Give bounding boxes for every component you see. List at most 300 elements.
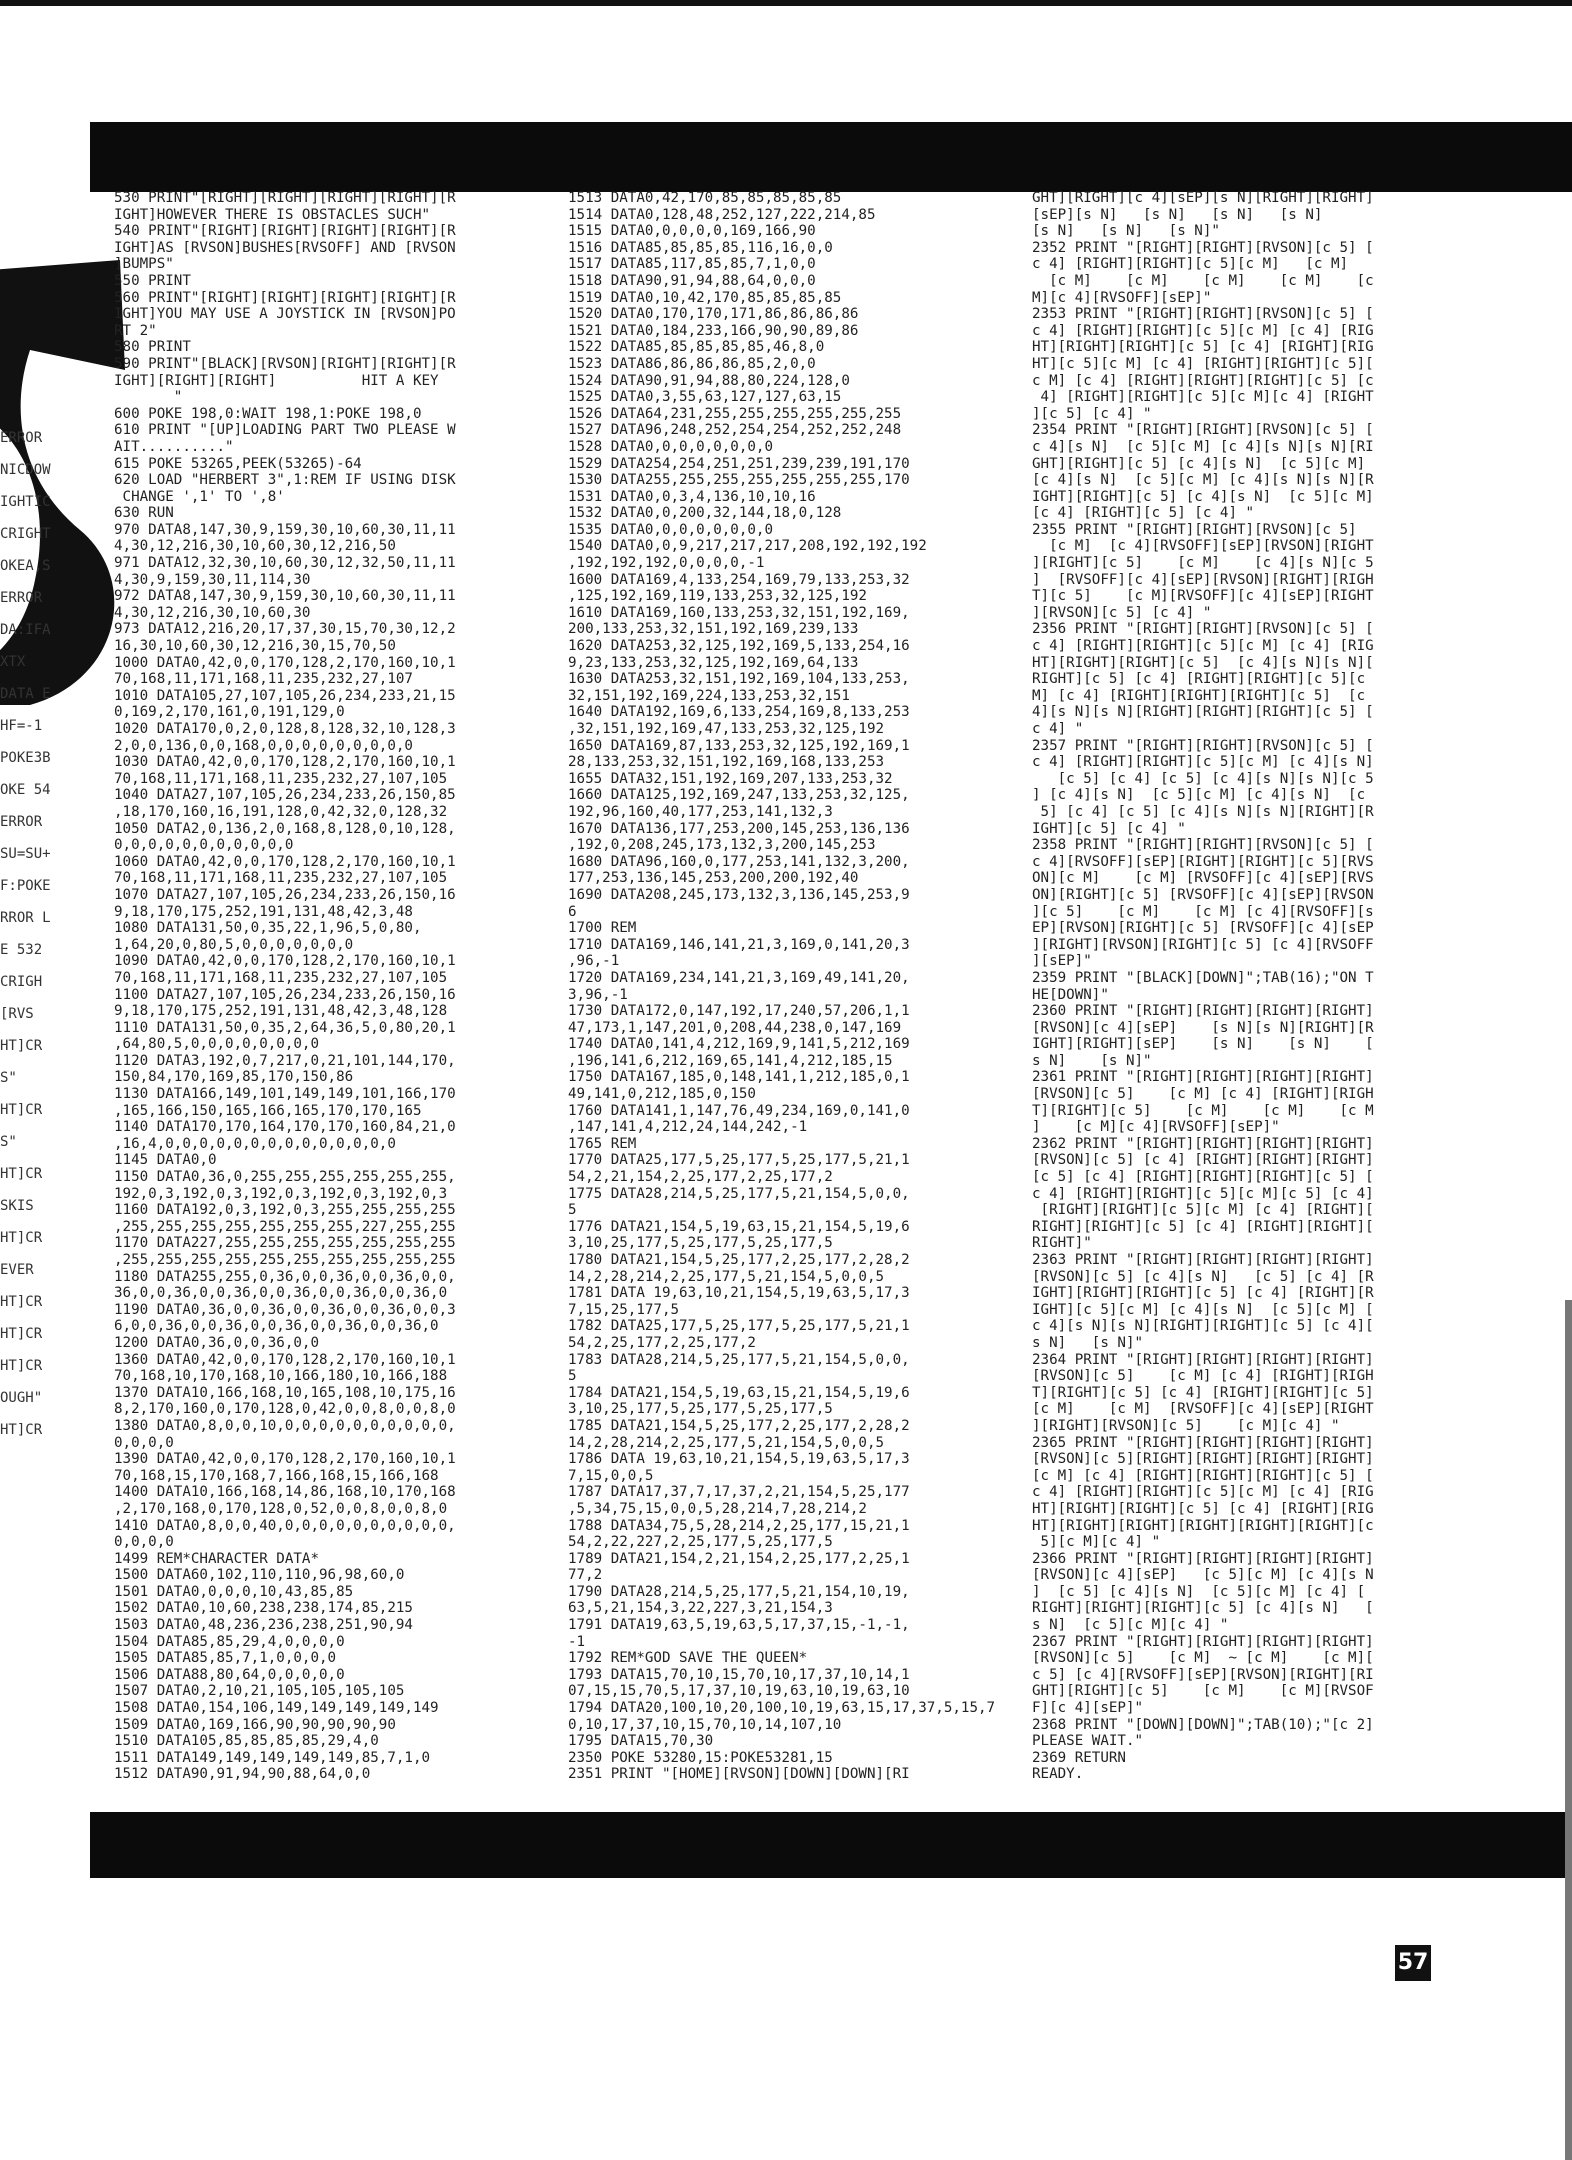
code-line: ,192,192,192,0,0,0,0,-1 xyxy=(568,555,765,572)
code-line: 7,15,0,0,5 xyxy=(568,1467,654,1484)
code-line: 1140 DATA170,170,164,170,170,160,84,21,0 xyxy=(114,1119,456,1136)
code-line: [s N] [s N] [s N]" xyxy=(1032,223,1220,240)
listing-column-2 xyxy=(568,190,1038,1783)
code-line: s N] [c 5][c M][c 4] " xyxy=(1032,1617,1229,1634)
code-line: 1793 DATA15,70,10,15,70,10,17,37,10,14,1 xyxy=(568,1666,910,1683)
fragment-text: SU=SU+ xyxy=(0,846,51,862)
code-line: c 4] [RIGHT][RIGHT][c 5][c M] [c 4] [RIG xyxy=(1032,638,1374,655)
code-line: ,192,0,208,245,173,132,3,200,145,253 xyxy=(568,837,876,854)
code-line: 1525 DATA0,3,55,63,127,127,63,15 xyxy=(568,389,842,406)
code-line: ,255,255,255,255,255,255,255,255,255,255 xyxy=(114,1252,456,1268)
code-line: 1040 DATA27,107,105,26,234,233,26,150,85 xyxy=(114,787,456,804)
code-line: 2352 PRINT "[RIGHT][RIGHT][RVSON][c 5] [ xyxy=(1032,239,1374,256)
code-line: [c 4] [RIGHT][c 5] [c 4] " xyxy=(1032,505,1255,522)
code-line: c 4] [RIGHT][RIGHT][c 5][c M] [c 4] [RIG xyxy=(1032,1484,1374,1501)
code-line: 0,10,17,37,10,15,70,10,14,107,10 xyxy=(568,1716,842,1733)
fragment-text: HT]CR xyxy=(0,1230,43,1246)
code-line: ][sEP]" xyxy=(1032,953,1092,970)
code-line: 2357 PRINT "[RIGHT][RIGHT][RVSON][c 5] [ xyxy=(1032,737,1374,754)
code-line: ][c 5] [c 4] " xyxy=(1032,405,1152,422)
code-line: 1020 DATA170,0,2,0,128,8,128,32,10,128,3 xyxy=(114,721,456,737)
code-line: ,2,170,168,0,170,128,0,52,0,0,8,0,0,8,0 xyxy=(114,1500,448,1517)
code-line: 9,18,170,175,252,191,131,48,42,3,48 xyxy=(114,903,413,920)
code-line: 600 POKE 198,0:WAIT 198,1:POKE 198,0 xyxy=(114,405,422,422)
code-line: c 4] [RIGHT][RIGHT][c 5][c M] [c 4][s N] xyxy=(1032,754,1374,771)
code-line: 1512 DATA90,91,94,90,88,64,0,0 xyxy=(114,1766,371,1783)
code-line: 1521 DATA0,184,233,166,90,90,89,86 xyxy=(568,322,859,339)
fragment-text: EVER xyxy=(0,1262,34,1278)
code-line: ,5,34,75,15,0,0,5,28,214,7,28,214,2 xyxy=(568,1500,867,1517)
code-line: 77,2 xyxy=(568,1567,603,1584)
code-line: 1360 DATA0,42,0,0,170,128,2,170,160,10,1 xyxy=(114,1351,456,1368)
code-line: 1503 DATA0,48,236,236,238,251,90,94 xyxy=(114,1617,413,1634)
code-line: ,96,-1 xyxy=(568,953,620,970)
code-line: 1523 DATA86,86,86,86,85,2,0,0 xyxy=(568,355,816,372)
code-line: 620 LOAD "HERBERT 3",1:REM IF USING DISK xyxy=(114,472,456,489)
fragment-text: CRIGHT xyxy=(0,526,51,542)
fragment-text: HF=-1 xyxy=(0,718,43,734)
code-line: 1030 DATA0,42,0,0,170,128,2,170,160,10,1 xyxy=(114,754,456,771)
page-top-edge xyxy=(0,0,1572,6)
code-line: 1090 DATA0,42,0,0,170,128,2,170,160,10,1 xyxy=(114,953,456,970)
code-line: IGHT][RIGHT][sEP] [s N] [s N] [ xyxy=(1032,1036,1374,1053)
code-line: 1610 DATA169,160,133,253,32,151,192,169, xyxy=(568,604,910,621)
code-line: [RVSON][c 4][sEP] [s N][s N][RIGHT][R xyxy=(1032,1019,1374,1036)
fragment-text: HT]CR xyxy=(0,1294,43,1310)
code-line: [RVSON][c 5] [c M] [c 4] [RIGHT][RIGH xyxy=(1032,1086,1374,1103)
code-line: 0,0,0,0,0,0,0,0,0,0,0 xyxy=(114,837,294,854)
code-line: 2362 PRINT "[RIGHT][RIGHT][RIGHT][RIGHT] xyxy=(1032,1135,1374,1152)
code-line: 2351 PRINT "[HOME][RVSON][DOWN][DOWN][RI xyxy=(568,1766,910,1783)
code-line: c 4][s N][s N][RIGHT][RIGHT][c 5] [c 4][ xyxy=(1032,1318,1374,1335)
code-line: 2353 PRINT "[RIGHT][RIGHT][RVSON][c 5] [ xyxy=(1032,306,1374,323)
code-line: 16,30,10,60,30,12,216,30,15,70,50 xyxy=(114,638,396,655)
code-line: 1640 DATA192,169,6,133,254,169,8,133,253 xyxy=(568,704,910,721)
fragment-text: OUGH" xyxy=(0,1390,43,1406)
code-line: 2369 RETURN xyxy=(1032,1749,1126,1766)
code-line: 1410 DATA0,8,0,0,40,0,0,0,0,0,0,0,0,0,0, xyxy=(114,1517,456,1534)
code-line: 1,64,20,0,80,5,0,0,0,0,0,0,0 xyxy=(114,936,354,953)
code-line: 70,168,15,170,168,7,166,168,15,166,168 xyxy=(114,1467,439,1484)
fragment-text: HT]CR xyxy=(0,1038,43,1054)
code-line: RIGHT][c 5] [c 4] [RIGHT][RIGHT][c 5][c xyxy=(1032,671,1366,688)
code-line: 1630 DATA253,32,151,192,169,104,133,253, xyxy=(568,671,910,688)
code-line: T][RIGHT][c 5] [c 4] [RIGHT][RIGHT][c 5] xyxy=(1032,1384,1374,1401)
fragment-text: IGHTIC xyxy=(0,494,51,510)
code-line: 1502 DATA0,10,60,238,238,174,85,215 xyxy=(114,1600,413,1617)
code-line: c 4] [RIGHT][RIGHT][c 5][c M] [c M] xyxy=(1032,256,1349,273)
code-line: 1527 DATA96,248,252,254,254,252,252,248 xyxy=(568,422,902,439)
code-line: 1180 DATA255,255,0,36,0,0,36,0,0,36,0,0, xyxy=(114,1268,456,1285)
code-line: 1600 DATA169,4,133,254,169,79,133,253,32 xyxy=(568,571,910,588)
code-line: 4][s N][s N][RIGHT][RIGHT][RIGHT][c 5] [ xyxy=(1032,704,1374,721)
code-line: HT][RIGHT][RIGHT][c 5] [c 4] [RIGHT][RIG xyxy=(1032,339,1374,356)
code-line: 1130 DATA166,149,101,149,149,101,166,170 xyxy=(114,1086,456,1103)
fragment-text: POKE3B xyxy=(0,750,51,766)
code-line: 2356 PRINT "[RIGHT][RIGHT][RVSON][c 5] [ xyxy=(1032,621,1374,638)
code-line: GHT][RIGHT][c 5] [c 4][s N] [c 5][c M] xyxy=(1032,455,1366,472)
code-line: IGHT][RIGHT][RIGHT] HIT A KEY xyxy=(114,372,439,389)
code-line: 1783 DATA28,214,5,25,177,5,21,154,5,0,0, xyxy=(568,1351,910,1368)
code-line: 580 PRINT xyxy=(114,339,191,356)
code-line: [RVSON][c 5] [c M] [c 4] [RIGHT][RIGH xyxy=(1032,1368,1374,1385)
code-line: ,32,151,192,169,47,133,253,32,125,192 xyxy=(568,721,885,737)
code-line: 9,23,133,253,32,125,192,169,64,133 xyxy=(568,654,859,671)
code-line: 1514 DATA0,128,48,252,127,222,214,85 xyxy=(568,206,876,223)
code-line: ][RIGHT][c 5] [c M] [c 4][s N][c 5 xyxy=(1032,555,1374,572)
code-line: HT][c 5][c M] [c 4] [RIGHT][RIGHT][c 5][ xyxy=(1032,355,1374,372)
code-line: 1532 DATA0,0,200,32,144,18,0,128 xyxy=(568,505,842,522)
fragment-text: XTX xyxy=(0,654,26,670)
code-line: PLEASE WAIT." xyxy=(1032,1733,1144,1750)
code-line: 2361 PRINT "[RIGHT][RIGHT][RIGHT][RIGHT] xyxy=(1032,1069,1374,1086)
code-line: 1170 DATA227,255,255,255,255,255,255,255 xyxy=(114,1235,456,1252)
fragment-text: ERROR xyxy=(0,814,43,830)
code-line: 1750 DATA167,185,0,148,141,1,212,185,0,1 xyxy=(568,1069,910,1086)
code-line: 3,10,25,177,5,25,177,5,25,177,5 xyxy=(568,1401,833,1418)
code-line: 5 xyxy=(568,1368,577,1385)
code-line: 1190 DATA0,36,0,0,36,0,0,36,0,0,36,0,0,3 xyxy=(114,1301,456,1318)
code-line: 4] [RIGHT][RIGHT][c 5][c M][c 4] [RIGHT xyxy=(1032,389,1374,406)
code-line: 07,15,15,70,5,17,37,10,19,63,10,19,63,10 xyxy=(568,1683,910,1700)
code-line: ][RVSON][c 5] [c 4] " xyxy=(1032,604,1212,621)
code-line: 1535 DATA0,0,0,0,0,0,0,0 xyxy=(568,521,773,538)
code-line: 70,168,11,171,168,11,235,232,27,107,105 xyxy=(114,770,448,787)
code-line: 1540 DATA0,0,9,217,217,217,208,192,192,192 xyxy=(568,538,927,555)
code-line: 1781 DATA 19,63,10,21,154,5,19,63,5,17,3 xyxy=(568,1285,910,1302)
code-line: HE[DOWN]" xyxy=(1032,986,1109,1003)
code-line: HT][RIGHT][RIGHT][c 5] [c 4][s N][s N][ xyxy=(1032,654,1374,671)
code-line: 14,2,28,214,2,25,177,5,21,154,5,0,0,5 xyxy=(568,1434,885,1451)
code-line: 6,0,0,36,0,0,36,0,0,36,0,0,36,0,0,36,0 xyxy=(114,1318,439,1335)
code-line: 192,96,160,40,177,253,141,132,3 xyxy=(568,803,833,820)
code-line: ,147,141,4,212,24,144,242,-1 xyxy=(568,1119,808,1136)
code-line: 54,2,22,227,2,25,177,5,25,177,5 xyxy=(568,1534,833,1551)
code-line: IGHT][c 5] [c 4] " xyxy=(1032,820,1186,837)
code-line: 1080 DATA131,50,0,35,22,1,96,5,0,80, xyxy=(114,920,422,937)
code-line: 47,173,1,147,201,0,208,44,238,0,147,169 xyxy=(568,1019,902,1036)
code-line: 530 PRINT"[RIGHT][RIGHT][RIGHT][RIGHT][R xyxy=(114,190,456,206)
code-line: 4,30,12,216,30,10,60,30,12,216,50 xyxy=(114,538,396,555)
code-line: 5] [c 4] [c 5] [c 4][s N][s N][RIGHT][R xyxy=(1032,803,1374,820)
code-line: 1010 DATA105,27,107,105,26,234,233,21,15 xyxy=(114,687,456,704)
fragment-text: HT]CR xyxy=(0,1102,43,1118)
code-line: 1160 DATA192,0,3,192,0,3,255,255,255,255 xyxy=(114,1202,456,1219)
code-line: 9,18,170,175,252,191,131,48,42,3,48,128 xyxy=(114,1003,448,1020)
code-line: 28,133,253,32,151,192,169,168,133,253 xyxy=(568,754,885,771)
code-line: [RVSON][c 5] [c 4] [RIGHT][RIGHT][RIGHT] xyxy=(1032,1152,1374,1169)
fragment-text: HT]CR xyxy=(0,1166,43,1182)
code-line: 1740 DATA0,141,4,212,169,9,141,5,212,169 xyxy=(568,1036,910,1053)
code-line: 1200 DATA0,36,0,0,36,0,0 xyxy=(114,1334,319,1351)
code-line: 1508 DATA0,154,106,149,149,149,149,149 xyxy=(114,1700,439,1717)
code-line: ] [RVSOFF][c 4][sEP][RVSON][RIGHT][RIGH xyxy=(1032,571,1374,588)
code-line: 1786 DATA 19,63,10,21,154,5,19,63,5,17,3 xyxy=(568,1451,910,1468)
code-line: 973 DATA12,216,20,17,37,30,15,70,30,12,2 xyxy=(114,621,456,638)
code-line: T][RIGHT][c 5] [c M] [c M] [c M xyxy=(1032,1102,1374,1119)
footer-band xyxy=(90,1812,1572,1878)
code-line: 2358 PRINT "[RIGHT][RIGHT][RVSON][c 5] [ xyxy=(1032,837,1374,854)
code-line: EP][RVSON][RIGHT][c 5] [RVSOFF][c 4][sEP xyxy=(1032,920,1374,937)
fragment-text: [RVS xyxy=(0,1006,34,1022)
code-line: 1522 DATA85,85,85,85,85,46,8,0 xyxy=(568,339,825,356)
code-line: 2368 PRINT "[DOWN][DOWN]";TAB(10);"[c 2] xyxy=(1032,1716,1374,1733)
fragment-text: HT]CR xyxy=(0,1358,43,1374)
fragment-text: RROR L xyxy=(0,910,51,926)
code-line: 1760 DATA141,1,147,76,49,234,169,0,141,0 xyxy=(568,1102,910,1119)
code-line: 1788 DATA34,75,5,28,214,2,25,177,15,21,1 xyxy=(568,1517,910,1534)
code-line: READY. xyxy=(1032,1766,1084,1783)
code-line: 1518 DATA90,91,94,88,64,0,0,0 xyxy=(568,272,816,289)
code-line: 1710 DATA169,146,141,21,3,169,0,141,20,3 xyxy=(568,936,910,953)
listing-column-3 xyxy=(1032,190,1532,1783)
code-line: 1700 REM xyxy=(568,920,637,937)
code-line: 1511 DATA149,149,149,149,149,85,7,1,0 xyxy=(114,1749,431,1766)
code-line: 1720 DATA169,234,141,21,3,169,49,141,20, xyxy=(568,969,910,986)
code-line: 971 DATA12,32,30,10,60,30,12,32,50,11,11 xyxy=(114,555,456,572)
code-line: 1531 DATA0,0,3,4,136,10,10,16 xyxy=(568,488,816,505)
fragment-text: OKE 54 xyxy=(0,782,51,798)
code-line: [RVSON][c 5] [c 4][s N] [c 5] [c 4] [R xyxy=(1032,1268,1374,1285)
code-line: ][c 5] [c M] [c M] [c 4][RVSOFF][s xyxy=(1032,903,1374,920)
code-line: HT][RIGHT][RIGHT][RIGHT][RIGHT][RIGHT][c xyxy=(1032,1517,1374,1534)
code-line: RIGHT][RIGHT][c 5] [c 4] [RIGHT][RIGHT][ xyxy=(1032,1218,1374,1235)
code-line: RIGHT]" xyxy=(1032,1235,1092,1252)
code-line: 2367 PRINT "[RIGHT][RIGHT][RIGHT][RIGHT] xyxy=(1032,1633,1374,1650)
code-line: 1794 DATA20,100,10,20,100,10,19,63,15,17,37,5,15,7 xyxy=(568,1700,996,1717)
fragment-text: ERROR xyxy=(0,590,43,606)
code-line: IGHT][RIGHT][RIGHT][c 5] [c 4] [RIGHT][R xyxy=(1032,1285,1374,1302)
code-line: 1520 DATA0,170,170,171,86,86,86,86 xyxy=(568,306,859,323)
code-line: 2360 PRINT "[RIGHT][RIGHT][RIGHT][RIGHT] xyxy=(1032,1003,1374,1020)
code-line: 5][c M][c 4] " xyxy=(1032,1534,1161,1551)
code-line: CHANGE ',1' TO ',8' xyxy=(114,488,285,505)
code-line: ,16,4,0,0,0,0,0,0,0,0,0,0,0,0,0,0 xyxy=(114,1135,396,1152)
code-line: ,125,192,169,119,133,253,32,125,192 xyxy=(568,588,867,605)
code-line: 1390 DATA0,42,0,0,170,128,2,170,160,10,1 xyxy=(114,1451,456,1468)
code-line: 5 xyxy=(568,1202,577,1219)
code-line: 1790 DATA28,214,5,25,177,5,21,154,10,19, xyxy=(568,1583,910,1600)
code-line: c 4] [RIGHT][RIGHT][c 5][c M][c 5] [c 4] xyxy=(1032,1185,1374,1202)
code-line: 1765 REM xyxy=(568,1135,637,1152)
code-line: ] [c 4][s N] [c 5][c M] [c 4][s N] [c xyxy=(1032,787,1366,804)
code-line: GHT][RIGHT][c 4][sEP][s N][RIGHT][RIGHT] xyxy=(1032,190,1374,206)
code-line: 2363 PRINT "[RIGHT][RIGHT][RIGHT][RIGHT] xyxy=(1032,1252,1374,1268)
code-line: 560 PRINT"[RIGHT][RIGHT][RIGHT][RIGHT][R xyxy=(114,289,456,306)
code-line: 1050 DATA2,0,136,2,0,168,8,128,0,10,128, xyxy=(114,820,456,837)
code-line: 1515 DATA0,0,0,0,0,169,166,90 xyxy=(568,223,816,240)
code-line: 1000 DATA0,42,0,0,170,128,2,170,160,10,1 xyxy=(114,654,456,671)
code-line: 1730 DATA172,0,147,192,17,240,57,206,1,1 xyxy=(568,1003,910,1020)
code-line: 1380 DATA0,8,0,0,10,0,0,0,0,0,0,0,0,0,0, xyxy=(114,1417,456,1434)
code-line: 1150 DATA0,36,0,255,255,255,255,255,255, xyxy=(114,1169,456,1186)
code-line: 1120 DATA3,192,0,7,217,0,21,101,144,170, xyxy=(114,1052,456,1069)
code-line: AIT.........." xyxy=(114,438,234,455)
fragment-text: OKEA,S xyxy=(0,558,51,574)
page-right-edge xyxy=(1565,1300,1572,2160)
code-line: -1 xyxy=(568,1633,586,1650)
code-line: HT][RIGHT][RIGHT][c 5] [c 4] [RIGHT][RIG xyxy=(1032,1500,1374,1517)
code-line: 540 PRINT"[RIGHT][RIGHT][RIGHT][RIGHT][R xyxy=(114,223,456,240)
code-line: ]BUMPS" xyxy=(114,256,174,273)
code-line: 1506 DATA88,80,64,0,0,0,0,0 xyxy=(114,1666,345,1683)
code-line: 1530 DATA255,255,255,255,255,255,255,170 xyxy=(568,472,910,489)
fragment-text: E 532 xyxy=(0,942,43,958)
code-line: 1070 DATA27,107,105,26,234,233,26,150,16 xyxy=(114,886,456,903)
code-line: 0,169,2,170,161,0,191,129,0 xyxy=(114,704,345,721)
code-line: 0,0,0,0 xyxy=(114,1434,174,1451)
code-line: c 4][RVSOFF][sEP][RIGHT][RIGHT][c 5][RVS xyxy=(1032,853,1374,870)
code-line: 1507 DATA0,2,10,21,105,105,105,105 xyxy=(114,1683,405,1700)
code-line: 1789 DATA21,154,2,21,154,2,25,177,2,25,1 xyxy=(568,1550,910,1567)
code-line: 63,5,21,154,3,22,227,3,21,154,3 xyxy=(568,1600,833,1617)
code-line: 70,168,11,171,168,11,235,232,27,107,105 xyxy=(114,870,448,887)
code-line: [c M] [c 4][RVSOFF][sEP][RVSON][RIGHT xyxy=(1032,538,1374,555)
code-line: 590 PRINT"[BLACK][RVSON][RIGHT][RIGHT][R xyxy=(114,355,456,372)
code-line: 1791 DATA19,63,5,19,63,5,17,37,15,-1,-1, xyxy=(568,1617,910,1634)
code-line: 200,133,253,32,151,192,169,239,133 xyxy=(568,621,859,638)
code-line: GHT][RIGHT][c 5] [c M] [c M][RVSOF xyxy=(1032,1683,1374,1700)
fragment-text: S" xyxy=(0,1134,17,1150)
code-line: s N] [s N]" xyxy=(1032,1334,1144,1351)
code-line: ][RIGHT][RVSON][RIGHT][c 5] [c 4][RVSOFF xyxy=(1032,936,1374,953)
code-line: 1792 REM*GOD SAVE THE QUEEN* xyxy=(568,1650,808,1667)
code-line: 3,10,25,177,5,25,177,5,25,177,5 xyxy=(568,1235,833,1252)
code-line: ] [c 5] [c 4][s N] [c 5][c M] [c 4] [ xyxy=(1032,1583,1366,1600)
code-line: 1524 DATA90,91,94,88,80,224,128,0 xyxy=(568,372,850,389)
code-line: 1505 DATA85,85,7,1,0,0,0,0 xyxy=(114,1650,337,1667)
code-line: s N] [s N]" xyxy=(1032,1052,1152,1069)
code-line: 1513 DATA0,42,170,85,85,85,85,85 xyxy=(568,190,842,206)
code-line: 0,0,0,0 xyxy=(114,1534,174,1551)
code-line: 1510 DATA105,85,85,85,85,29,4,0 xyxy=(114,1733,379,1750)
code-line: 1650 DATA169,87,133,253,32,125,192,169,1 xyxy=(568,737,910,754)
code-line: c M] [c 4] [RIGHT][RIGHT][RIGHT][c 5] [c xyxy=(1032,372,1374,389)
code-line: [c 4][s N] [c 5][c M] [c 4][s N][s N][R xyxy=(1032,472,1374,489)
code-line: 1770 DATA25,177,5,25,177,5,25,177,5,21,1 xyxy=(568,1152,910,1169)
code-line: RIGHT][RIGHT][RIGHT][c 5] [c 4][s N] [ xyxy=(1032,1600,1374,1617)
code-line: [RVSON][c 5] [c M] ~ [c M] [c M][ xyxy=(1032,1650,1374,1667)
code-line: RT 2" xyxy=(114,322,157,339)
code-line: 70,168,10,170,168,10,166,180,10,166,188 xyxy=(114,1368,448,1385)
code-line: 2365 PRINT "[RIGHT][RIGHT][RIGHT][RIGHT] xyxy=(1032,1434,1374,1451)
code-line: 7,15,25,177,5 xyxy=(568,1301,680,1318)
code-line: 32,151,192,169,224,133,253,32,151 xyxy=(568,687,850,704)
code-line: IGHT][c 5][c M] [c 4][s N] [c 5][c M] [ xyxy=(1032,1301,1374,1318)
code-line: 550 PRINT xyxy=(114,272,191,289)
code-line: 1500 DATA60,102,110,110,96,98,60,0 xyxy=(114,1567,405,1584)
code-line: 1795 DATA15,70,30 xyxy=(568,1733,714,1750)
code-line: [RVSON][c 4][sEP] [c 5][c M] [c 4][s N xyxy=(1032,1567,1374,1584)
code-line: 54,2,21,154,2,25,177,2,25,177,2 xyxy=(568,1169,833,1186)
fragment-text: DA:IFA xyxy=(0,622,51,638)
code-line: 615 POKE 53265,PEEK(53265)-64 xyxy=(114,455,362,472)
code-line: 630 RUN xyxy=(114,505,174,522)
code-line: 972 DATA8,147,30,9,159,30,10,60,30,11,11 xyxy=(114,588,456,605)
code-line: 970 DATA8,147,30,9,159,30,10,60,30,11,11 xyxy=(114,521,456,538)
code-line: 1529 DATA254,254,251,251,239,239,191,170 xyxy=(568,455,910,472)
code-line: 1528 DATA0,0,0,0,0,0,0,0 xyxy=(568,438,773,455)
fragment-text: F:POKE xyxy=(0,878,51,894)
code-line: IGHT]YOU MAY USE A JOYSTICK IN [RVSON]PO xyxy=(114,306,456,323)
code-line: 1504 DATA85,85,29,4,0,0,0,0 xyxy=(114,1633,345,1650)
code-line: c 4][s N] [c 5][c M] [c 4][s N][s N][RI xyxy=(1032,438,1374,455)
code-line: 49,141,0,212,185,0,150 xyxy=(568,1086,756,1103)
code-line: 1516 DATA85,85,85,85,116,16,0,0 xyxy=(568,239,833,256)
code-line: 1509 DATA0,169,166,90,90,90,90,90 xyxy=(114,1716,396,1733)
code-line: 1776 DATA21,154,5,19,63,15,21,154,5,19,6 xyxy=(568,1218,910,1235)
fragment-text: ERROR xyxy=(0,430,43,446)
code-line: 177,253,136,145,253,200,200,192,40 xyxy=(568,870,859,887)
code-line: ][RIGHT][RVSON][c 5] [c M][c 4] " xyxy=(1032,1417,1340,1434)
code-line: [c 5] [c 4] [RIGHT][RIGHT][RIGHT][c 5] [ xyxy=(1032,1169,1374,1186)
code-line: 4,30,9,159,30,11,114,30 xyxy=(114,571,311,588)
code-line: ON][RIGHT][c 5] [RVSOFF][c 4][sEP][RVSON xyxy=(1032,886,1374,903)
code-line: [sEP][s N] [s N] [s N] [s N] xyxy=(1032,206,1323,223)
code-line: ] [c M][c 4][RVSOFF][sEP]" xyxy=(1032,1119,1280,1136)
code-line: IGHT]AS [RVSON]BUSHES[RVSOFF] AND [RVSON xyxy=(114,239,456,256)
code-line: 70,168,11,171,168,11,235,232,27,107,105 xyxy=(114,969,448,986)
page-number: 57 xyxy=(1395,1945,1431,1981)
code-line: 1110 DATA131,50,0,35,2,64,36,5,0,80,20,1 xyxy=(114,1019,456,1036)
fragment-text: CRIGH xyxy=(0,974,43,990)
code-line: 6 xyxy=(568,903,577,920)
code-line: 14,2,28,214,2,25,177,5,21,154,5,0,0,5 xyxy=(568,1268,885,1285)
code-line: 1785 DATA21,154,5,25,177,2,25,177,2,28,2 xyxy=(568,1417,910,1434)
fragment-text: SKIS xyxy=(0,1198,34,1214)
fragment-text: S" xyxy=(0,1070,17,1086)
code-line: IGHT][RIGHT][c 5] [c 4][s N] [c 5][c M] xyxy=(1032,488,1374,505)
code-line: 1787 DATA17,37,7,17,37,2,21,154,5,25,177 xyxy=(568,1484,910,1501)
code-line: M] [c 4] [RIGHT][RIGHT][RIGHT][c 5] [c xyxy=(1032,687,1366,704)
code-line: M][c 4][RVSOFF][sEP]" xyxy=(1032,289,1212,306)
code-line: 1370 DATA10,166,168,10,165,108,10,175,16 xyxy=(114,1384,456,1401)
code-line: [c 5] [c 4] [c 5] [c 4][s N][s N][c 5 xyxy=(1032,770,1374,787)
code-line: 8,2,170,160,0,170,128,0,42,0,0,8,0,0,8,0 xyxy=(114,1401,456,1418)
code-line: 1519 DATA0,10,42,170,85,85,85,85 xyxy=(568,289,842,306)
code-line: 1782 DATA25,177,5,25,177,5,25,177,5,21,1 xyxy=(568,1318,910,1335)
code-line: [RIGHT][RIGHT][c 5][c M] [c 4] [RIGHT][ xyxy=(1032,1202,1374,1219)
code-line: 2354 PRINT "[RIGHT][RIGHT][RVSON][c 5] [ xyxy=(1032,422,1374,439)
code-line: ,255,255,255,255,255,255,255,227,255,255 xyxy=(114,1218,456,1235)
code-line: 2355 PRINT "[RIGHT][RIGHT][RVSON][c 5] xyxy=(1032,521,1357,538)
code-line: 1499 REM*CHARACTER DATA* xyxy=(114,1550,319,1567)
fragment-text: DATA E xyxy=(0,686,51,702)
code-line: 2359 PRINT "[BLACK][DOWN]";TAB(16);"ON T xyxy=(1032,969,1374,986)
code-line: 54,2,25,177,2,25,177,2 xyxy=(568,1334,756,1351)
code-line: 1660 DATA125,192,169,247,133,253,32,125, xyxy=(568,787,910,804)
code-line: 1526 DATA64,231,255,255,255,255,255,255 xyxy=(568,405,902,422)
code-line: 1145 DATA0,0 xyxy=(114,1152,217,1169)
code-line: ON][c M] [c M] [RVSOFF][c 4][sEP][RVS xyxy=(1032,870,1374,887)
fragment-text: NICDOW xyxy=(0,462,51,478)
code-line: 2350 POKE 53280,15:POKE53281,15 xyxy=(568,1749,833,1766)
code-line: T][c 5] [c M][RVSOFF][c 4][sEP][RIGHT xyxy=(1032,588,1374,605)
code-line: 1670 DATA136,177,253,200,145,253,136,136 xyxy=(568,820,910,837)
code-line: [c M] [c M] [RVSOFF][c 4][sEP][RIGHT xyxy=(1032,1401,1374,1418)
code-line: c 4] [RIGHT][RIGHT][c 5][c M] [c 4] [RIG xyxy=(1032,322,1374,339)
fragment-text: HT]CR xyxy=(0,1422,43,1438)
code-line: 2364 PRINT "[RIGHT][RIGHT][RIGHT][RIGHT] xyxy=(1032,1351,1374,1368)
fragment-text: HT]CR xyxy=(0,1326,43,1342)
code-line: [c M] [c M] [c M] [c M] [c xyxy=(1032,272,1374,289)
code-line: 1780 DATA21,154,5,25,177,2,25,177,2,28,2 xyxy=(568,1252,910,1268)
code-line: 4,30,12,216,30,10,60,30 xyxy=(114,604,311,621)
code-line: 1655 DATA32,151,192,169,207,133,253,32 xyxy=(568,770,893,787)
code-line: 2,0,0,136,0,0,168,0,0,0,0,0,0,0,0,0 xyxy=(114,737,413,754)
code-line: 1060 DATA0,42,0,0,170,128,2,170,160,10,1 xyxy=(114,853,456,870)
code-line: 2366 PRINT "[RIGHT][RIGHT][RIGHT][RIGHT] xyxy=(1032,1550,1374,1567)
